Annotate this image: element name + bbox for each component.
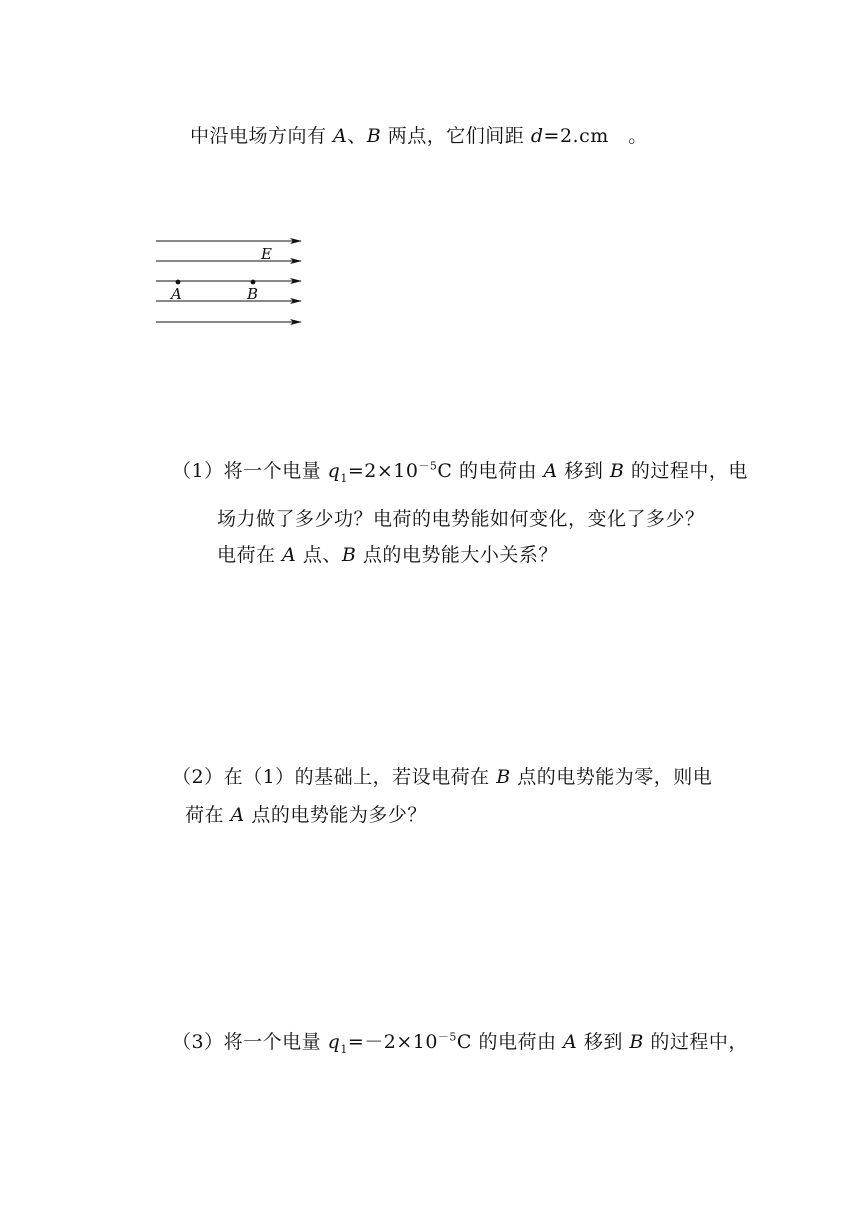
q2-line-2-end: 点的电势能为多少？ (244, 804, 427, 826)
question-1-line-2: 场力做了多少功？电荷的电势能如何变化，变化了多少？ (217, 508, 705, 530)
q3-charge-unit: C 的电荷由 (456, 1031, 564, 1053)
question-2-line-2 (185, 803, 427, 827)
q3-charge-exponent: －5 (437, 1030, 457, 1044)
q1-line-3-end: 点的电势能大小关系？ (356, 544, 558, 566)
q1-point-b: B (609, 460, 625, 482)
question-1-line-3 (217, 543, 558, 567)
q3-charge-variable: q (327, 1031, 341, 1053)
q2-prefix: （2）在（1）的基础上，若设电荷在 (172, 766, 497, 788)
question-2-line-1 (172, 765, 712, 789)
intro-point-a: A (333, 125, 348, 147)
point-b-dot (251, 280, 256, 285)
question-3-line-1 (172, 1030, 748, 1054)
q2-point-a: A (230, 804, 245, 826)
point-a-dot (176, 280, 181, 285)
intro-distance-variable: d (530, 125, 544, 147)
q1-charge-unit: C 的电荷由 (437, 460, 544, 482)
q1-charge-exponent: －5 (418, 459, 438, 473)
intro-text-1: 中沿电场方向有 (190, 125, 334, 147)
q1-charge-value: =2×10 (347, 460, 419, 482)
q1-move-to: 移到 (557, 460, 610, 482)
q2-line-2-prefix: 荷在 (185, 804, 231, 826)
q1-line-3-prefix: 电荷在 (217, 544, 283, 566)
q3-point-b: B (629, 1031, 644, 1053)
q3-move-to: 移到 (577, 1031, 630, 1053)
point-a-label: A (171, 285, 182, 303)
q1-prefix: （1）将一个电量 (172, 460, 328, 482)
q1-point-a: A (543, 460, 558, 482)
q3-charge-subscript: 1 (340, 1042, 348, 1056)
intro-decimal-dot: . (572, 125, 580, 147)
q1-line-3-point-a: A (282, 544, 297, 566)
q1-charge-variable: q (327, 460, 341, 482)
electric-field-diagram (150, 230, 310, 334)
intro-distance-unit: cm 。 (579, 125, 648, 147)
intro-line (190, 124, 648, 148)
question-1-line-1 (172, 459, 748, 483)
q1-line-3-point-b: B (341, 544, 357, 566)
q3-charge-value: =－2×10 (347, 1031, 438, 1053)
q1-line-1-end: 的过程中，电 (624, 460, 748, 482)
field-label-e: E (261, 245, 272, 263)
intro-distance-value: =2 (543, 125, 573, 147)
q1-line-3-middle: 点、 (296, 544, 342, 566)
point-b-label: B (247, 285, 259, 303)
q3-prefix: （3）将一个电量 (172, 1031, 328, 1053)
q1-charge-subscript: 1 (340, 471, 348, 485)
q3-line-1-end: 的过程中， (643, 1031, 748, 1053)
q3-point-a: A (563, 1031, 578, 1053)
intro-text-2: 两点，它们间距 (381, 125, 531, 147)
q2-point-b: B (496, 766, 511, 788)
intro-separator: 、 (347, 125, 367, 147)
intro-point-b: B (366, 125, 382, 147)
q2-line-1-end: 点的电势能为零，则电 (510, 766, 713, 788)
